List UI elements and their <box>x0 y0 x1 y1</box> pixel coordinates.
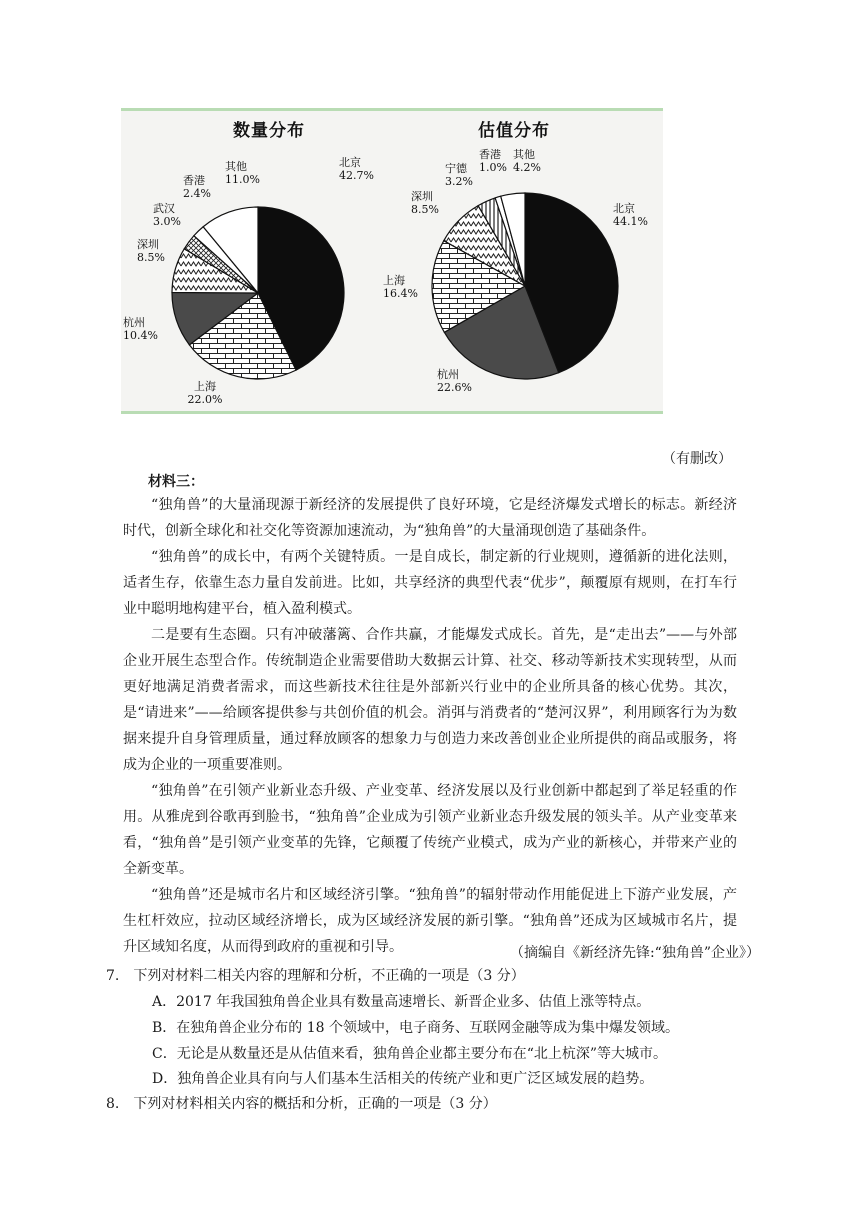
slice-value-label: 10.4% <box>123 329 158 342</box>
slice-label: 北京 <box>613 202 635 215</box>
slice-label: 其他 <box>513 148 535 161</box>
question-7-option-c: C．无论是从数量还是从估值来看，独角兽企业都主要分布在“北上杭深”等大城市。 <box>152 1046 668 1062</box>
question-8-stem: 8. 下列对材料相关内容的概括和分析，正确的一项是（3 分） <box>106 1096 497 1112</box>
material-three-title: 材料三： <box>148 474 204 490</box>
slice-value-label: 3.2% <box>445 175 473 188</box>
slice-label: 香港 <box>479 148 501 161</box>
paragraph-2: “独角兽”的成长中，有两个关键特质。一是自成长，制定新的行业规则，遵循新的进化法则，适者生存，依靠生态力量自发前进。比如，共享经济的典型代表“优步”，颠覆原有规则，在打车行业中聪明地构建平台，植入盈利模式。 <box>123 549 737 617</box>
slice-label: 深圳 <box>137 238 159 251</box>
question-7-stem: 7. 下列对材料二相关内容的理解和分析，不正确的一项是（3 分） <box>106 968 525 984</box>
material-three-body <box>123 492 737 960</box>
slice-value-label: 22.6% <box>437 381 472 394</box>
slice-label: 杭州 <box>437 368 459 381</box>
slice-value-label: 22.0% <box>187 393 223 406</box>
pie-charts <box>121 108 663 414</box>
question-7-option-a: A．2017 年我国独角兽企业具有数量高速增长、新晋企业多、估值上涨等特点。 <box>152 994 651 1010</box>
slice-label: 其他 <box>225 160 247 173</box>
slice-label: 宁德 <box>445 162 467 175</box>
slice-label: 杭州 <box>123 316 145 329</box>
chart-title-quantity: 数量分布 <box>233 121 305 141</box>
slice-value-label: 8.5% <box>411 203 439 216</box>
slice-label: 香港 <box>183 174 205 187</box>
question-7-option-d: D．独角兽企业具有向与人们基本生活相关的传统产业和更广泛区域发展的趋势。 <box>152 1071 654 1087</box>
paragraph-4: “独角兽”在引领产业新业态升级、产业变革、经济发展以及行业创新中都起到了举足轻重的作用。从雅虎到谷歌再到脸书，“独角兽”企业成为引领产业新业态升级发展的领头羊。从产业变革来看，“独角兽”是引领产业变革的先锋，它颠覆了传统产业模式，成为产业的新核心，并带来产业的全新变革。 <box>123 783 737 877</box>
slice-value-label: 2.4% <box>183 187 211 200</box>
slice-value-label: 42.7% <box>339 169 374 182</box>
slice-value-label: 16.4% <box>383 287 418 300</box>
slice-label: 上海 <box>383 274 405 287</box>
source-citation: （摘编自《新经济先锋:“独角兽”企业》） <box>509 945 760 961</box>
slice-value-label: 3.0% <box>153 215 181 228</box>
paragraph-1: “独角兽”的大量涌现源于新经济的发展提供了良好环境，它是经济爆发式增长的标志。新经济时代，创新全球化和社交化等资源加速流动，为“独角兽”的大量涌现创造了基础条件。 <box>123 497 737 539</box>
slice-value-label: 11.0% <box>225 173 260 186</box>
edit-note: （有删改） <box>662 451 732 467</box>
slice-value-label: 8.5% <box>137 251 165 264</box>
slice-value-label: 44.1% <box>613 215 648 228</box>
slice-label: 上海 <box>194 380 216 393</box>
slice-label: 北京 <box>339 156 361 169</box>
figure-bottom-rule <box>121 411 663 414</box>
pie-chart-figure <box>121 108 663 414</box>
slice-label: 深圳 <box>411 190 433 203</box>
slice-label: 武汉 <box>153 202 175 215</box>
question-7-option-b: B．在独角兽企业分布的 18 个领域中，电子商务、互联网金融等成为集中爆发领域。 <box>152 1020 680 1036</box>
paragraph-5: “独角兽”还是城市名片和区域经济引擎。“独角兽”的辐射带动作用能促进上下游产业发展，产生杠杆效应，拉动区域经济增长，成为区域经济发展的新引擎。“独角兽”还成为区域城市名片，提升区域知名度，从而得到政府的重视和引导。 <box>123 887 737 955</box>
slice-value-label: 1.0% <box>479 161 507 174</box>
chart-title-valuation: 估值分布 <box>478 121 550 141</box>
paragraph-3: 二是要有生态圈。只有冲破藩篱、合作共赢，才能爆发式成长。首先，是“走出去”——与外部企业开展生态型合作。传统制造企业需要借助大数据云计算、社交、移动等新技术实现转型，从而更好地满足消费者需求，而这些新技术往往是外部新兴行业中的企业所具备的核心优势。其次，是“请进来”——给顾客提供参与共创价值的机会。消弭与消费者的“楚河汉界”，利用顾客行为为数据来提升自身管理质量，通过释放顾客的想象力与创造力来改善创业企业所提供的商品或服务，将成为企业的一项重要准则。 <box>123 627 737 773</box>
slice-value-label: 4.2% <box>513 161 541 174</box>
